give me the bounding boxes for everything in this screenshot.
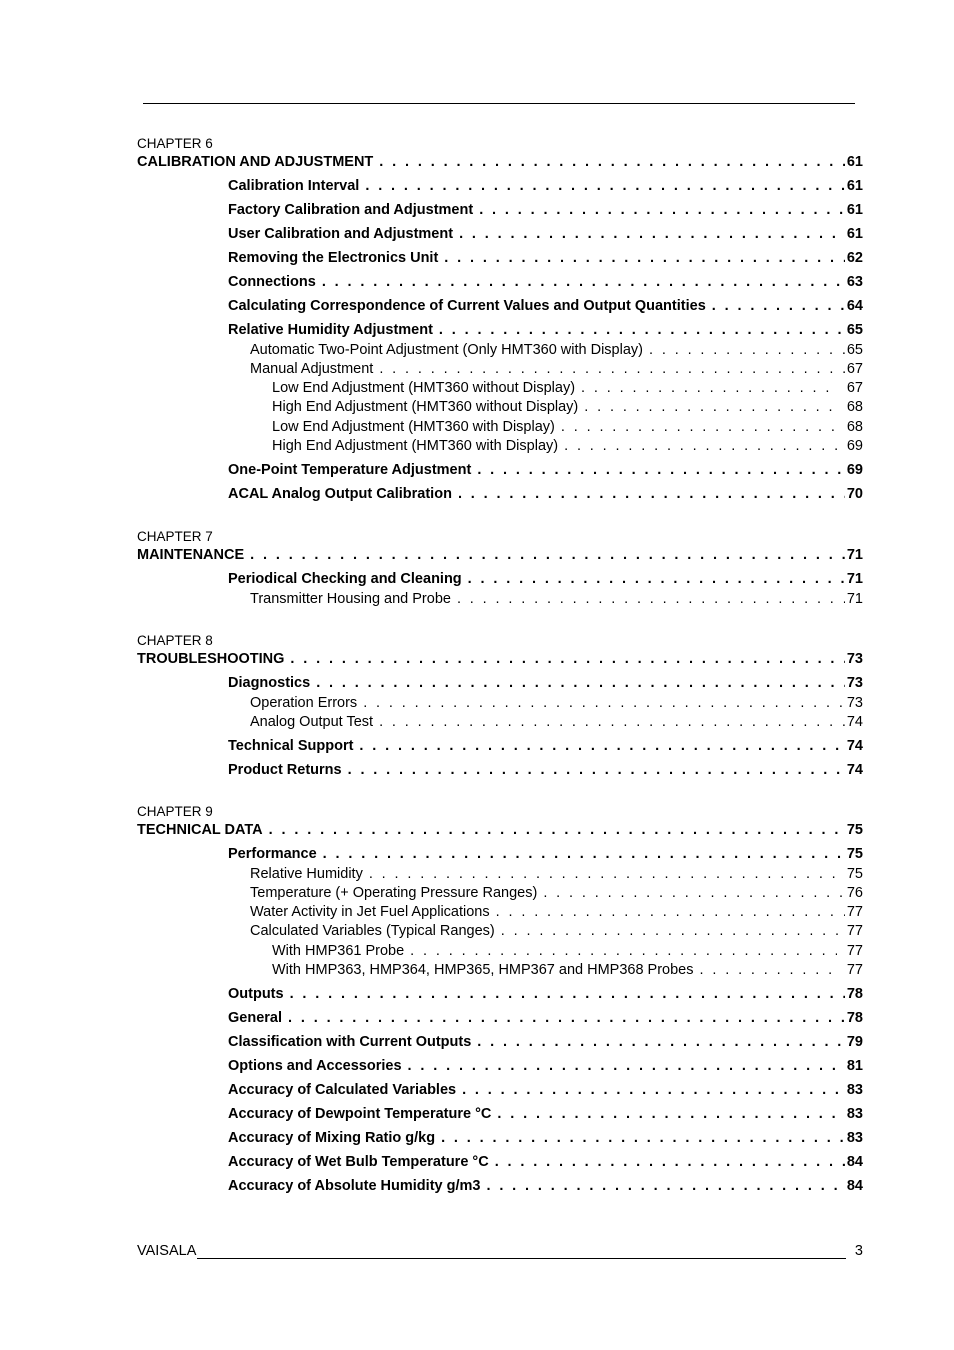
- toc-entry-page: 74: [846, 737, 863, 754]
- toc-entry-title: Manual Adjustment: [250, 360, 374, 377]
- dot-leader: [496, 903, 845, 921]
- toc-entry-title: High End Adjustment (HMT360 with Display): [272, 438, 559, 454]
- chapter-label: CHAPTER 6: [137, 136, 213, 151]
- toc-entry-page: 77: [846, 962, 863, 978]
- dot-leader: [290, 650, 844, 668]
- chapter-label: CHAPTER 7: [137, 529, 213, 544]
- toc-entry-title: Analog Output Test: [250, 713, 374, 730]
- dot-leader: [649, 341, 845, 359]
- toc-entry-page: 64: [846, 298, 863, 314]
- toc-entry-title: Connections: [228, 274, 316, 290]
- toc-entry-page: 83: [846, 1082, 863, 1098]
- dot-leader: [439, 321, 845, 339]
- toc-entry[interactable]: [250, 903, 863, 921]
- dot-leader: [288, 1009, 845, 1027]
- toc-entry-title: TROUBLESHOOTING: [137, 651, 285, 667]
- toc-entry-page: 63: [846, 274, 863, 290]
- toc-entry[interactable]: [228, 761, 863, 779]
- toc-entry[interactable]: [137, 650, 863, 668]
- toc-entry[interactable]: [272, 379, 863, 397]
- toc-entry-page: 73: [846, 675, 863, 691]
- dot-leader: [269, 821, 845, 839]
- toc-entry-page: 61: [846, 178, 863, 194]
- toc-entry[interactable]: [137, 153, 863, 171]
- toc-entry-page: 77: [846, 904, 863, 921]
- toc-entry-page: 79: [846, 1034, 863, 1050]
- toc-entry-title: Periodical Checking and Cleaning: [228, 571, 462, 587]
- dot-leader: [410, 942, 837, 960]
- dot-leader: [359, 737, 844, 755]
- toc-entry[interactable]: [228, 485, 863, 503]
- toc-entry[interactable]: [228, 737, 863, 755]
- dot-leader: [322, 273, 845, 291]
- toc-entry-page: 84: [846, 1178, 863, 1194]
- toc-entry-page: 62: [846, 250, 863, 266]
- toc-entry-page: 68: [846, 399, 863, 416]
- toc-entry-page: 69: [846, 438, 863, 454]
- toc-entry-title: Water Activity in Jet Fuel Applications: [250, 904, 490, 921]
- toc-entry-title: General: [228, 1010, 282, 1026]
- toc-entry-title: Options and Accessories: [228, 1058, 402, 1074]
- toc-entry[interactable]: [250, 922, 863, 940]
- toc-entry-title: MAINTENANCE: [137, 547, 245, 563]
- toc-entry-page: 65: [846, 341, 863, 358]
- toc-entry[interactable]: [272, 961, 863, 979]
- dot-leader: [543, 884, 845, 902]
- toc-entry-title: Relative Humidity Adjustment: [228, 322, 433, 338]
- toc-entry[interactable]: [228, 1033, 863, 1051]
- toc-entry[interactable]: [228, 177, 863, 195]
- dot-leader: [712, 297, 845, 315]
- toc-entry[interactable]: [272, 418, 863, 436]
- toc-entry-page: 67: [846, 380, 863, 397]
- toc-entry-page: 75: [846, 822, 863, 838]
- toc-entry[interactable]: [250, 694, 863, 712]
- toc-entry-title: Accuracy of Absolute Humidity g/m3: [228, 1178, 481, 1194]
- toc-entry[interactable]: [250, 713, 863, 731]
- dot-leader: [379, 360, 845, 378]
- toc-entry[interactable]: [137, 821, 863, 839]
- toc-entry-title: Low End Adjustment (HMT360 without Display): [272, 380, 576, 397]
- toc-entry[interactable]: [137, 546, 863, 564]
- toc-entry[interactable]: [228, 1057, 863, 1075]
- dot-leader: [477, 461, 845, 479]
- toc-entry[interactable]: [250, 360, 863, 378]
- toc-entry-title: Accuracy of Mixing Ratio g/kg: [228, 1130, 436, 1146]
- dot-leader: [408, 1057, 845, 1075]
- toc-entry-page: 83: [846, 1130, 863, 1146]
- toc-entry-title: With HMP361 Probe: [272, 942, 405, 959]
- toc-entry-title: CALIBRATION AND ADJUSTMENT: [137, 154, 374, 170]
- toc-entry-title: Calibration Interval: [228, 178, 360, 194]
- toc-entry-title: Factory Calibration and Adjustment: [228, 202, 474, 218]
- toc-entry[interactable]: [228, 1105, 863, 1123]
- toc-entry-title: Accuracy of Wet Bulb Temperature °C: [228, 1154, 489, 1170]
- dot-leader: [459, 225, 845, 243]
- toc-entry-title: Operation Errors: [250, 694, 358, 711]
- toc-entry[interactable]: [228, 297, 863, 315]
- toc-entry-title: Automatic Two-Point Adjustment (Only HMT360 with Display): [250, 341, 643, 358]
- toc-entry-title: Outputs: [228, 986, 284, 1002]
- toc-entry[interactable]: [250, 341, 863, 359]
- toc-entry-title: Accuracy of Calculated Variables: [228, 1082, 457, 1098]
- toc-entry[interactable]: [228, 461, 863, 479]
- toc-entry-page: 73: [846, 694, 863, 711]
- toc-entry-title: Product Returns: [228, 761, 342, 778]
- toc-entry-page: 83: [846, 1106, 863, 1122]
- footer-rule: [197, 1258, 846, 1259]
- toc-entry[interactable]: [272, 942, 863, 960]
- toc-entry[interactable]: [228, 1177, 863, 1195]
- toc-entry-page: 84: [846, 1154, 863, 1170]
- toc-entry[interactable]: [228, 985, 863, 1003]
- dot-leader: [501, 922, 845, 940]
- dot-leader: [290, 985, 845, 1003]
- toc-entry-page: 77: [846, 942, 863, 959]
- toc-entry-page: 70: [846, 486, 863, 502]
- toc-entry-title: Calculating Correspondence of Current Values and Output Quantities: [228, 298, 706, 314]
- header-rule: [143, 103, 855, 104]
- toc-entry-page: 69: [846, 462, 863, 478]
- toc-entry-title: ACAL Analog Output Calibration: [228, 486, 452, 502]
- dot-leader: [379, 153, 845, 171]
- toc-entry-title: Transmitter Housing and Probe: [250, 590, 451, 607]
- dot-leader: [486, 1177, 844, 1195]
- toc-entry-page: 73: [846, 651, 863, 667]
- toc-entry-title: Relative Humidity: [250, 865, 363, 882]
- toc-entry[interactable]: [272, 398, 863, 416]
- toc-entry-page: 61: [846, 154, 863, 170]
- toc-entry[interactable]: [228, 201, 863, 219]
- toc-entry-page: 74: [846, 761, 863, 778]
- toc-entry-page: 65: [846, 322, 863, 338]
- dot-leader: [462, 1081, 845, 1099]
- toc-entry-title: User Calibration and Adjustment: [228, 226, 454, 242]
- toc-entry-title: Classification with Current Outputs: [228, 1034, 472, 1050]
- toc-entry-page: 78: [846, 986, 863, 1002]
- toc-entry-title: Diagnostics: [228, 675, 311, 691]
- toc-entry[interactable]: [228, 845, 863, 863]
- toc-entry-title: High End Adjustment (HMT360 without Display): [272, 399, 579, 416]
- toc-entry-page: 76: [846, 884, 863, 901]
- chapter-label: CHAPTER 9: [137, 804, 213, 819]
- toc-entry-page: 81: [846, 1058, 863, 1074]
- toc-entry[interactable]: [228, 1081, 863, 1099]
- dot-leader: [441, 1129, 845, 1147]
- toc-entry-page: 71: [846, 547, 863, 563]
- dot-leader: [479, 201, 845, 219]
- dot-leader: [323, 845, 845, 863]
- toc-entry-page: 67: [846, 360, 863, 377]
- toc-entry[interactable]: [228, 273, 863, 291]
- dot-leader: [495, 1153, 845, 1171]
- dot-leader: [497, 1105, 844, 1123]
- toc-entry[interactable]: [228, 1129, 863, 1147]
- toc-entry-title: With HMP363, HMP364, HMP365, HMP367 and HMP368 Probes: [272, 962, 694, 978]
- toc-entry-page: 75: [846, 846, 863, 862]
- dot-leader: [363, 694, 845, 712]
- toc-entry-title: Technical Support: [228, 737, 354, 754]
- toc-entry[interactable]: [228, 225, 863, 243]
- dot-leader: [365, 177, 845, 195]
- toc-entry[interactable]: [272, 437, 863, 455]
- toc-entry[interactable]: [250, 884, 863, 902]
- toc-entry[interactable]: [228, 570, 863, 588]
- page-number: 3: [854, 1243, 863, 1259]
- toc-entry-page: 61: [846, 226, 863, 242]
- dot-leader: [477, 1033, 845, 1051]
- toc-entry-page: 78: [846, 1010, 863, 1026]
- dot-leader: [348, 761, 845, 779]
- toc-entry[interactable]: [250, 865, 863, 883]
- toc-entry-page: 75: [846, 865, 863, 882]
- dot-leader: [581, 379, 837, 397]
- toc-entry[interactable]: [228, 674, 863, 692]
- toc-entry-title: Performance: [228, 846, 317, 862]
- toc-entry[interactable]: [228, 249, 863, 267]
- toc-entry-title: Low End Adjustment (HMT360 with Display): [272, 418, 555, 435]
- toc-entry[interactable]: [228, 1153, 863, 1171]
- toc-entry-title: Calculated Variables (Typical Ranges): [250, 923, 495, 940]
- footer-brand: VAISALA: [137, 1243, 197, 1259]
- dot-leader: [316, 674, 845, 692]
- dot-leader: [369, 865, 845, 883]
- dot-leader: [457, 590, 845, 608]
- dot-leader: [468, 570, 845, 588]
- toc-entry-page: 68: [846, 418, 863, 435]
- dot-leader: [444, 249, 845, 267]
- dot-leader: [250, 546, 845, 564]
- toc-entry-page: 71: [846, 571, 863, 587]
- toc-entry-page: 74: [846, 713, 863, 730]
- toc-entry-title: Removing the Electronics Unit: [228, 250, 439, 266]
- toc-entry[interactable]: [250, 590, 863, 608]
- dot-leader: [584, 398, 837, 416]
- toc-entry-title: Accuracy of Dewpoint Temperature °C: [228, 1106, 492, 1122]
- toc-entry-page: 77: [846, 923, 863, 940]
- toc-entry-title: Temperature (+ Operating Pressure Ranges): [250, 884, 538, 901]
- dot-leader: [561, 418, 837, 436]
- toc-entry[interactable]: [228, 1009, 863, 1027]
- chapter-label: CHAPTER 8: [137, 633, 213, 648]
- toc-entry-page: 61: [846, 202, 863, 218]
- dot-leader: [564, 437, 837, 455]
- toc-entry[interactable]: [228, 321, 863, 339]
- dot-leader: [700, 961, 837, 979]
- toc-entry-page: 71: [846, 590, 863, 607]
- page-footer: [137, 1243, 863, 1263]
- dot-leader: [458, 485, 845, 503]
- toc-entry-title: One-Point Temperature Adjustment: [228, 462, 472, 478]
- toc-entry-title: TECHNICAL DATA: [137, 822, 263, 838]
- dot-leader: [379, 713, 845, 731]
